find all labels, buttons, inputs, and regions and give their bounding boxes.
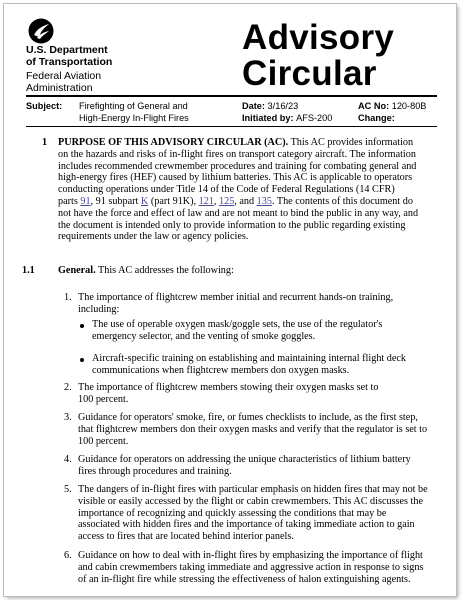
subject-value: Firefighting of General and High-Energy In-Flight Fires bbox=[79, 101, 189, 123]
header-divider bbox=[26, 95, 437, 97]
list-item-number: 2. bbox=[64, 382, 72, 393]
dot-logo-icon bbox=[28, 18, 54, 44]
ac-number-field: AC No: 120-80B bbox=[358, 101, 427, 111]
document-page bbox=[4, 4, 456, 596]
list-item: The importance of flightcrew member initial and recurrent hands-on training, including: bbox=[78, 292, 394, 315]
section-number: 1 bbox=[42, 137, 48, 148]
list-item-number: 3. bbox=[64, 412, 72, 423]
link-part-91k[interactable]: K bbox=[140, 195, 149, 207]
link-part-91[interactable]: 91 bbox=[80, 195, 91, 207]
list-item-number: 5. bbox=[64, 484, 72, 495]
list-item: Guidance for operators on addressing the unique characteristics of lithium battery fires through procedures and training. bbox=[78, 454, 411, 477]
department-name: U.S. Department of Transportation bbox=[26, 44, 113, 68]
subsection-number: 1.1 bbox=[22, 265, 35, 276]
initiated-by-field: Initiated by: AFS-200 bbox=[242, 113, 333, 123]
change-field: Change: bbox=[358, 113, 395, 123]
link-part-121[interactable]: 121 bbox=[198, 195, 214, 207]
date-field: Date: 3/16/23 bbox=[242, 101, 299, 111]
bullet-marker bbox=[80, 324, 84, 328]
subsection-general: General. This AC addresses the following: bbox=[58, 265, 234, 276]
subject-label: Subject: bbox=[26, 101, 63, 111]
list-item-number: 6. bbox=[64, 550, 72, 561]
subsection-heading: General. bbox=[58, 265, 96, 276]
list-item: The dangers of in-flight fires with particular emphasis on hidden fires that may not be visible or easily accessed by the flight or cabin crewmembers. This AC discusses the importance of recognizing and quickly assessing the conditions that may be associated with hidden fires and the importance of taking immediate action to gain access to fires that are located behind interior panels. bbox=[78, 484, 428, 543]
link-part-125[interactable]: 125 bbox=[219, 195, 235, 207]
section-purpose-body: on the hazards and risks of in-flight fires on transport category aircraft. The information includes recommended crewmember procedures and training for combating general and high-energy fires (HEF) caused by lithium batteries. This AC is applicable to operators conducting operations under Title 14 of the Code of Federal Regulations (14 CFR) parts 91, 91 subpart K (part 91K), 121, 125, and 135. The contents of this document do not have the force and effect of law and are not meant to bind the public in any way, and the document is intended only to provide information to the public regarding existing requirements under the law or agency policies. bbox=[58, 148, 419, 243]
link-part-135[interactable]: 135 bbox=[256, 195, 272, 207]
section-purpose: PURPOSE OF THIS ADVISORY CIRCULAR (AC). This AC provides information bbox=[58, 137, 414, 148]
bullet-item: Aircraft-specific training on establishing and maintaining internal flight deck communications when flightcrew members don oxygen masks. bbox=[92, 353, 407, 376]
agency-name: Federal Aviation Administration bbox=[26, 70, 102, 94]
list-item: The importance of flightcrew members stowing their oxygen masks set to 100 percent. bbox=[78, 382, 379, 405]
list-item: Guidance for operators' smoke, fire, or fumes checklists to include, as the first step, that flightcrew members don their oxygen masks and verify that the regulator is set to 100 percent. bbox=[78, 412, 428, 447]
list-item-number: 1. bbox=[64, 292, 72, 303]
bullet-item: The use of operable oxygen mask/goggle sets, the use of the regulator's emergency selector, and the venting of smoke goggles. bbox=[92, 319, 383, 342]
list-item-number: 4. bbox=[64, 454, 72, 465]
metadata-divider bbox=[26, 126, 437, 127]
section-heading: PURPOSE OF THIS ADVISORY CIRCULAR (AC). bbox=[58, 137, 289, 148]
list-item: Guidance on how to deal with in-flight fires by emphasizing the importance of flight and cabin crewmembers taking immediate and aggressive action in response to signs of an in-flight fire while stressing the effectiveness of halon extinguishing agents. bbox=[78, 550, 424, 585]
bullet-marker bbox=[80, 358, 84, 362]
document-title: Advisory Circular bbox=[242, 18, 395, 93]
